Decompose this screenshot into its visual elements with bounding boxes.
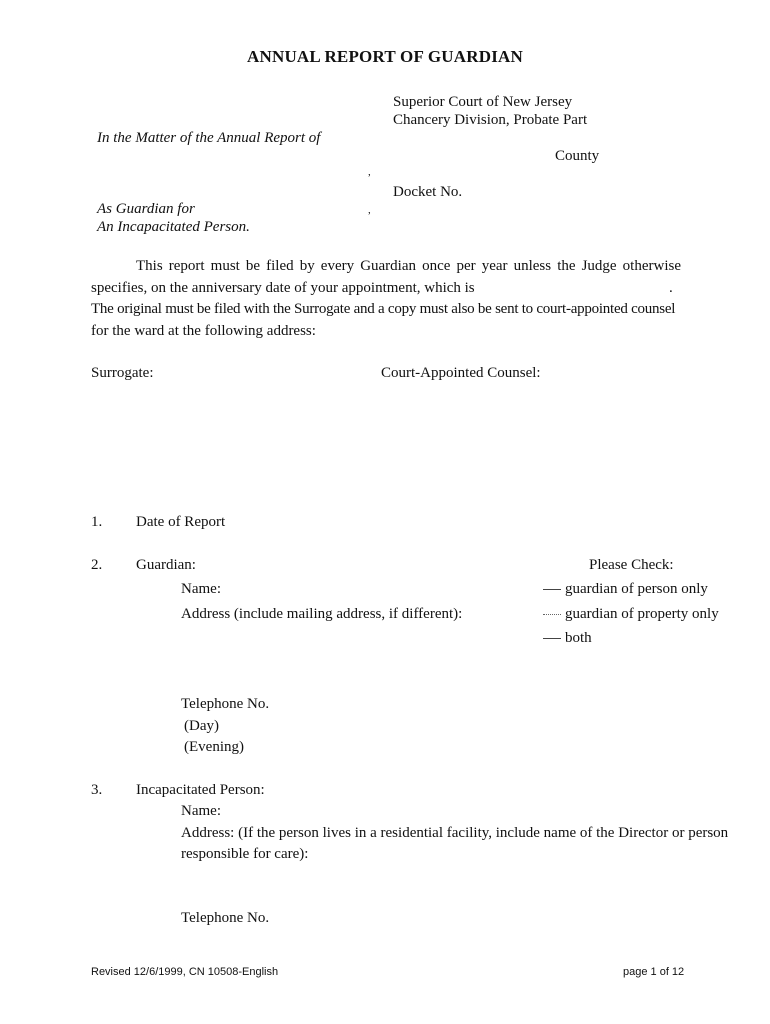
guardian-for-caption: As Guardian for (97, 201, 195, 217)
check-option-label: guardian of person only (565, 581, 708, 597)
guardian-name-label: Name: (181, 581, 221, 597)
court-name: Superior Court of New Jersey (393, 94, 573, 110)
date-of-report-label: Date of Report (136, 514, 226, 530)
guardian-telephone-label: Telephone No. (181, 696, 270, 712)
check-option-person[interactable] (543, 580, 708, 598)
intro-line-4: for the ward at the following address: (91, 322, 316, 339)
docket-label: Docket No. (393, 184, 463, 200)
guardian-address-label: Address (include mailing address, if different): (181, 606, 463, 622)
checkbox-blank[interactable] (543, 589, 561, 590)
revision-footer: Revised 12/6/1999, CN 10508-English (91, 966, 279, 978)
check-option-property[interactable] (543, 605, 719, 623)
incapacitated-caption: An Incapacitated Person. (97, 219, 250, 235)
intro-line-2-text: specifies, on the anniversary date of your appointment, which is (91, 279, 475, 296)
intro-line-1: This report must be filed by every Guardian once per year unless the Judge otherwise (136, 258, 681, 274)
intro-line-3: The original must be filed with the Surrogate and a copy must also be sent to court-appointed counsel (91, 301, 676, 317)
section-3-number: 3. (91, 782, 103, 798)
counsel-label: Court-Appointed Counsel: (381, 365, 541, 381)
section-2-number: 2. (91, 557, 103, 573)
incapacitated-address-label-2: responsible for care): (181, 846, 309, 862)
checkbox-blank[interactable] (543, 614, 561, 615)
check-option-both[interactable] (543, 629, 592, 647)
caption-comma-2: , (368, 204, 371, 216)
intro-line-2 (91, 278, 681, 300)
check-option-label: both (565, 630, 592, 646)
matter-caption: In the Matter of the Annual Report of (97, 130, 321, 146)
checkbox-blank[interactable] (543, 638, 561, 639)
section-1-number: 1. (91, 514, 103, 530)
document-title: ANNUAL REPORT OF GUARDIAN (247, 47, 523, 66)
incapacitated-address-label: Address: (If the person lives in a residential facility, include name of the Director or person (181, 825, 729, 841)
please-check-label: Please Check: (589, 557, 674, 573)
county-label: County (555, 148, 600, 164)
incapacitated-telephone-label: Telephone No. (181, 910, 270, 926)
anniversary-date-period: . (669, 279, 673, 296)
intro-paragraph (91, 256, 681, 342)
guardian-evening-phone-label: (Evening) (184, 739, 244, 755)
page-number: page 1 of 12 (623, 966, 685, 978)
guardian-label: Guardian: (136, 557, 196, 573)
caption-comma-1: , (368, 166, 371, 178)
check-option-label: guardian of property only (565, 606, 719, 622)
incapacitated-name-label: Name: (181, 803, 221, 819)
court-division: Chancery Division, Probate Part (393, 112, 588, 128)
incapacitated-person-label: Incapacitated Person: (136, 782, 265, 798)
guardian-day-phone-label: (Day) (184, 718, 219, 734)
surrogate-label: Surrogate: (91, 365, 154, 381)
